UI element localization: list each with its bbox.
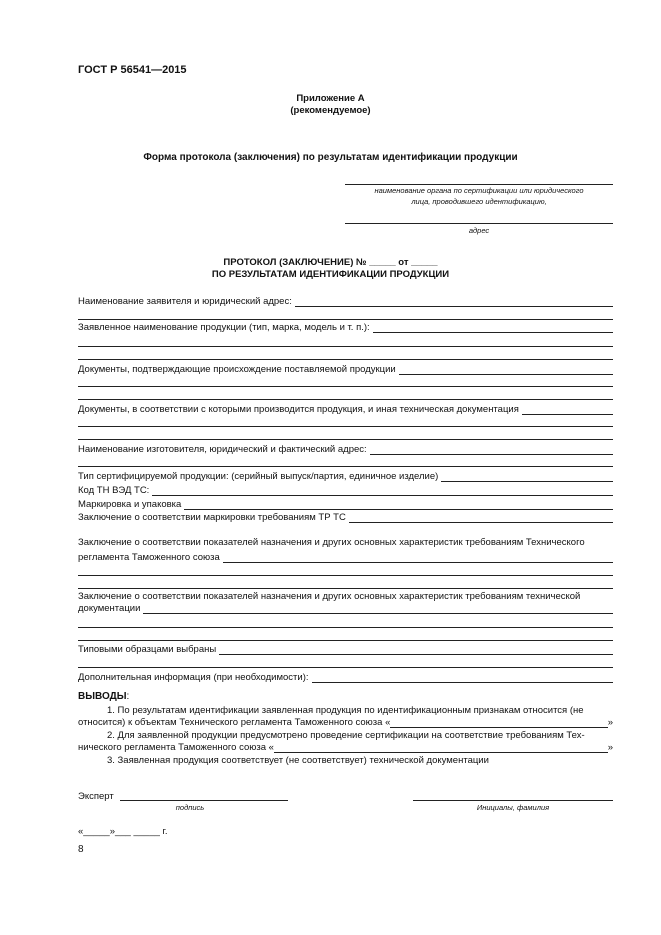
conclusions-heading-suffix: : (126, 691, 130, 702)
conclusion-1-end: » (607, 717, 613, 728)
marking-label: Маркировка и упаковка (78, 499, 182, 510)
date-line[interactable]: «_____»___ _____ г. (78, 826, 168, 837)
conclusion-1-line-1: 1. По результатам идентификации заявленная продукция по идентификационным признакам относится (не (107, 705, 584, 716)
conclusion-2-label: нического регламента Таможенного союза « (78, 742, 274, 753)
samples-field[interactable] (78, 643, 613, 655)
tn-ved-code-label: Код ТН ВЭД ТС: (78, 485, 150, 496)
origin-docs-line-3[interactable] (78, 399, 613, 400)
applicant-line[interactable] (78, 319, 613, 320)
tech-conformity-field[interactable] (78, 602, 613, 614)
production-docs-label: Документы, в соответствии с которыми производится продукция, и иная техническая документация (78, 404, 519, 415)
applicant-label: Наименование заявителя и юридический адрес: (78, 296, 292, 307)
tech-conformity-label: документации (78, 603, 141, 614)
organization-line[interactable] (345, 184, 613, 185)
manufacturer-line-2[interactable] (78, 466, 613, 467)
additional-info-label: Дополнительная информация (при необходимости): (78, 672, 309, 683)
product-type-field[interactable] (78, 470, 613, 482)
address-caption: адрес (468, 226, 490, 235)
production-docs-line-3[interactable] (78, 439, 613, 440)
tr-conformity-label: регламента Таможенного союза (78, 552, 220, 563)
appendix-title: Приложение А (296, 93, 365, 104)
marking-conclusion-field[interactable] (78, 511, 613, 523)
product-name-label: Заявленное наименование продукции (тип, марка, модель и т. п.): (78, 322, 370, 333)
origin-docs-field[interactable] (78, 363, 613, 375)
additional-info-field[interactable] (78, 671, 613, 683)
tech-conformity-line-1: Заключение о соответствии показателей назначения и других основных характеристик требованиям технической (78, 591, 581, 602)
signature-caption: подпись (175, 803, 205, 812)
tr-conformity-field[interactable] (78, 551, 613, 563)
organization-caption-2: лица, проводившего идентификацию, (411, 197, 547, 206)
product-type-label: Тип сертифицируемой продукции: (серийный выпуск/партия, единичное изделие) (78, 471, 439, 482)
conclusion-2-line-1: 2. Для заявленной продукции предусмотрено проведение сертификации на соответствие требованиям Тех- (107, 730, 585, 741)
tech-conformity-line-3[interactable] (78, 640, 613, 641)
marking-conclusion-label: Заключение о соответствии маркировки требованиям ТР ТС (78, 512, 346, 523)
standard-header: ГОСТ Р 56541—2015 (78, 64, 187, 76)
tech-conformity-line-2[interactable] (78, 627, 613, 628)
product-name-line-2[interactable] (78, 346, 613, 347)
product-name-line-3[interactable] (78, 359, 613, 360)
samples-label: Типовыми образцами выбраны (78, 644, 217, 655)
applicant-field[interactable] (78, 295, 613, 307)
production-docs-line-2[interactable] (78, 426, 613, 427)
conclusion-2-field[interactable] (78, 741, 613, 753)
manufacturer-field[interactable] (78, 443, 613, 455)
page-number: 8 (78, 844, 84, 855)
organization-caption-1: наименование органа по сертификации или юридического (374, 186, 584, 195)
tr-conformity-line-2[interactable] (78, 575, 613, 576)
appendix-subtitle: (рекомендуемое) (290, 105, 371, 116)
manufacturer-label: Наименование изготовителя, юридический и фактический адрес: (78, 444, 367, 455)
address-line[interactable] (345, 223, 613, 224)
conclusion-3: 3. Заявленная продукция соответствует (не соответствует) технической документации (107, 755, 489, 766)
protocol-title-2: ПО РЕЗУЛЬТАТАМ ИДЕНТИФИКАЦИИ ПРОДУКЦИИ (211, 269, 450, 280)
marking-field[interactable] (78, 498, 613, 510)
samples-line-2[interactable] (78, 667, 613, 668)
origin-docs-line-2[interactable] (78, 386, 613, 387)
conclusions-heading: ВЫВОДЫ (78, 691, 127, 702)
tr-conformity-line-3[interactable] (78, 588, 613, 589)
conclusion-1-label: относится) к объектам Технического регламента Таможенного союза « (78, 717, 391, 728)
tn-ved-code-field[interactable] (78, 484, 613, 496)
conclusion-1-field[interactable] (78, 716, 613, 728)
product-name-field[interactable] (78, 321, 613, 333)
production-docs-field[interactable] (78, 403, 613, 415)
origin-docs-label: Документы, подтверждающие происхождение поставляемой продукции (78, 364, 396, 375)
conclusion-2-end: » (607, 742, 613, 753)
signature-line[interactable] (120, 800, 288, 801)
name-caption: Инициалы, фамилия (476, 803, 550, 812)
form-title: Форма протокола (заключения) по результатам идентификации продукции (143, 152, 518, 163)
tr-conformity-line-1: Заключение о соответствии показателей назначения и других основных характеристик требованиям Технического (78, 537, 585, 548)
name-line[interactable] (413, 800, 613, 801)
conclusions-heading-wrap (78, 691, 129, 702)
protocol-title-1: ПРОТОКОЛ (ЗАКЛЮЧЕНИЕ) № _____ от _____ (223, 257, 438, 268)
expert-label: Эксперт (78, 791, 114, 802)
